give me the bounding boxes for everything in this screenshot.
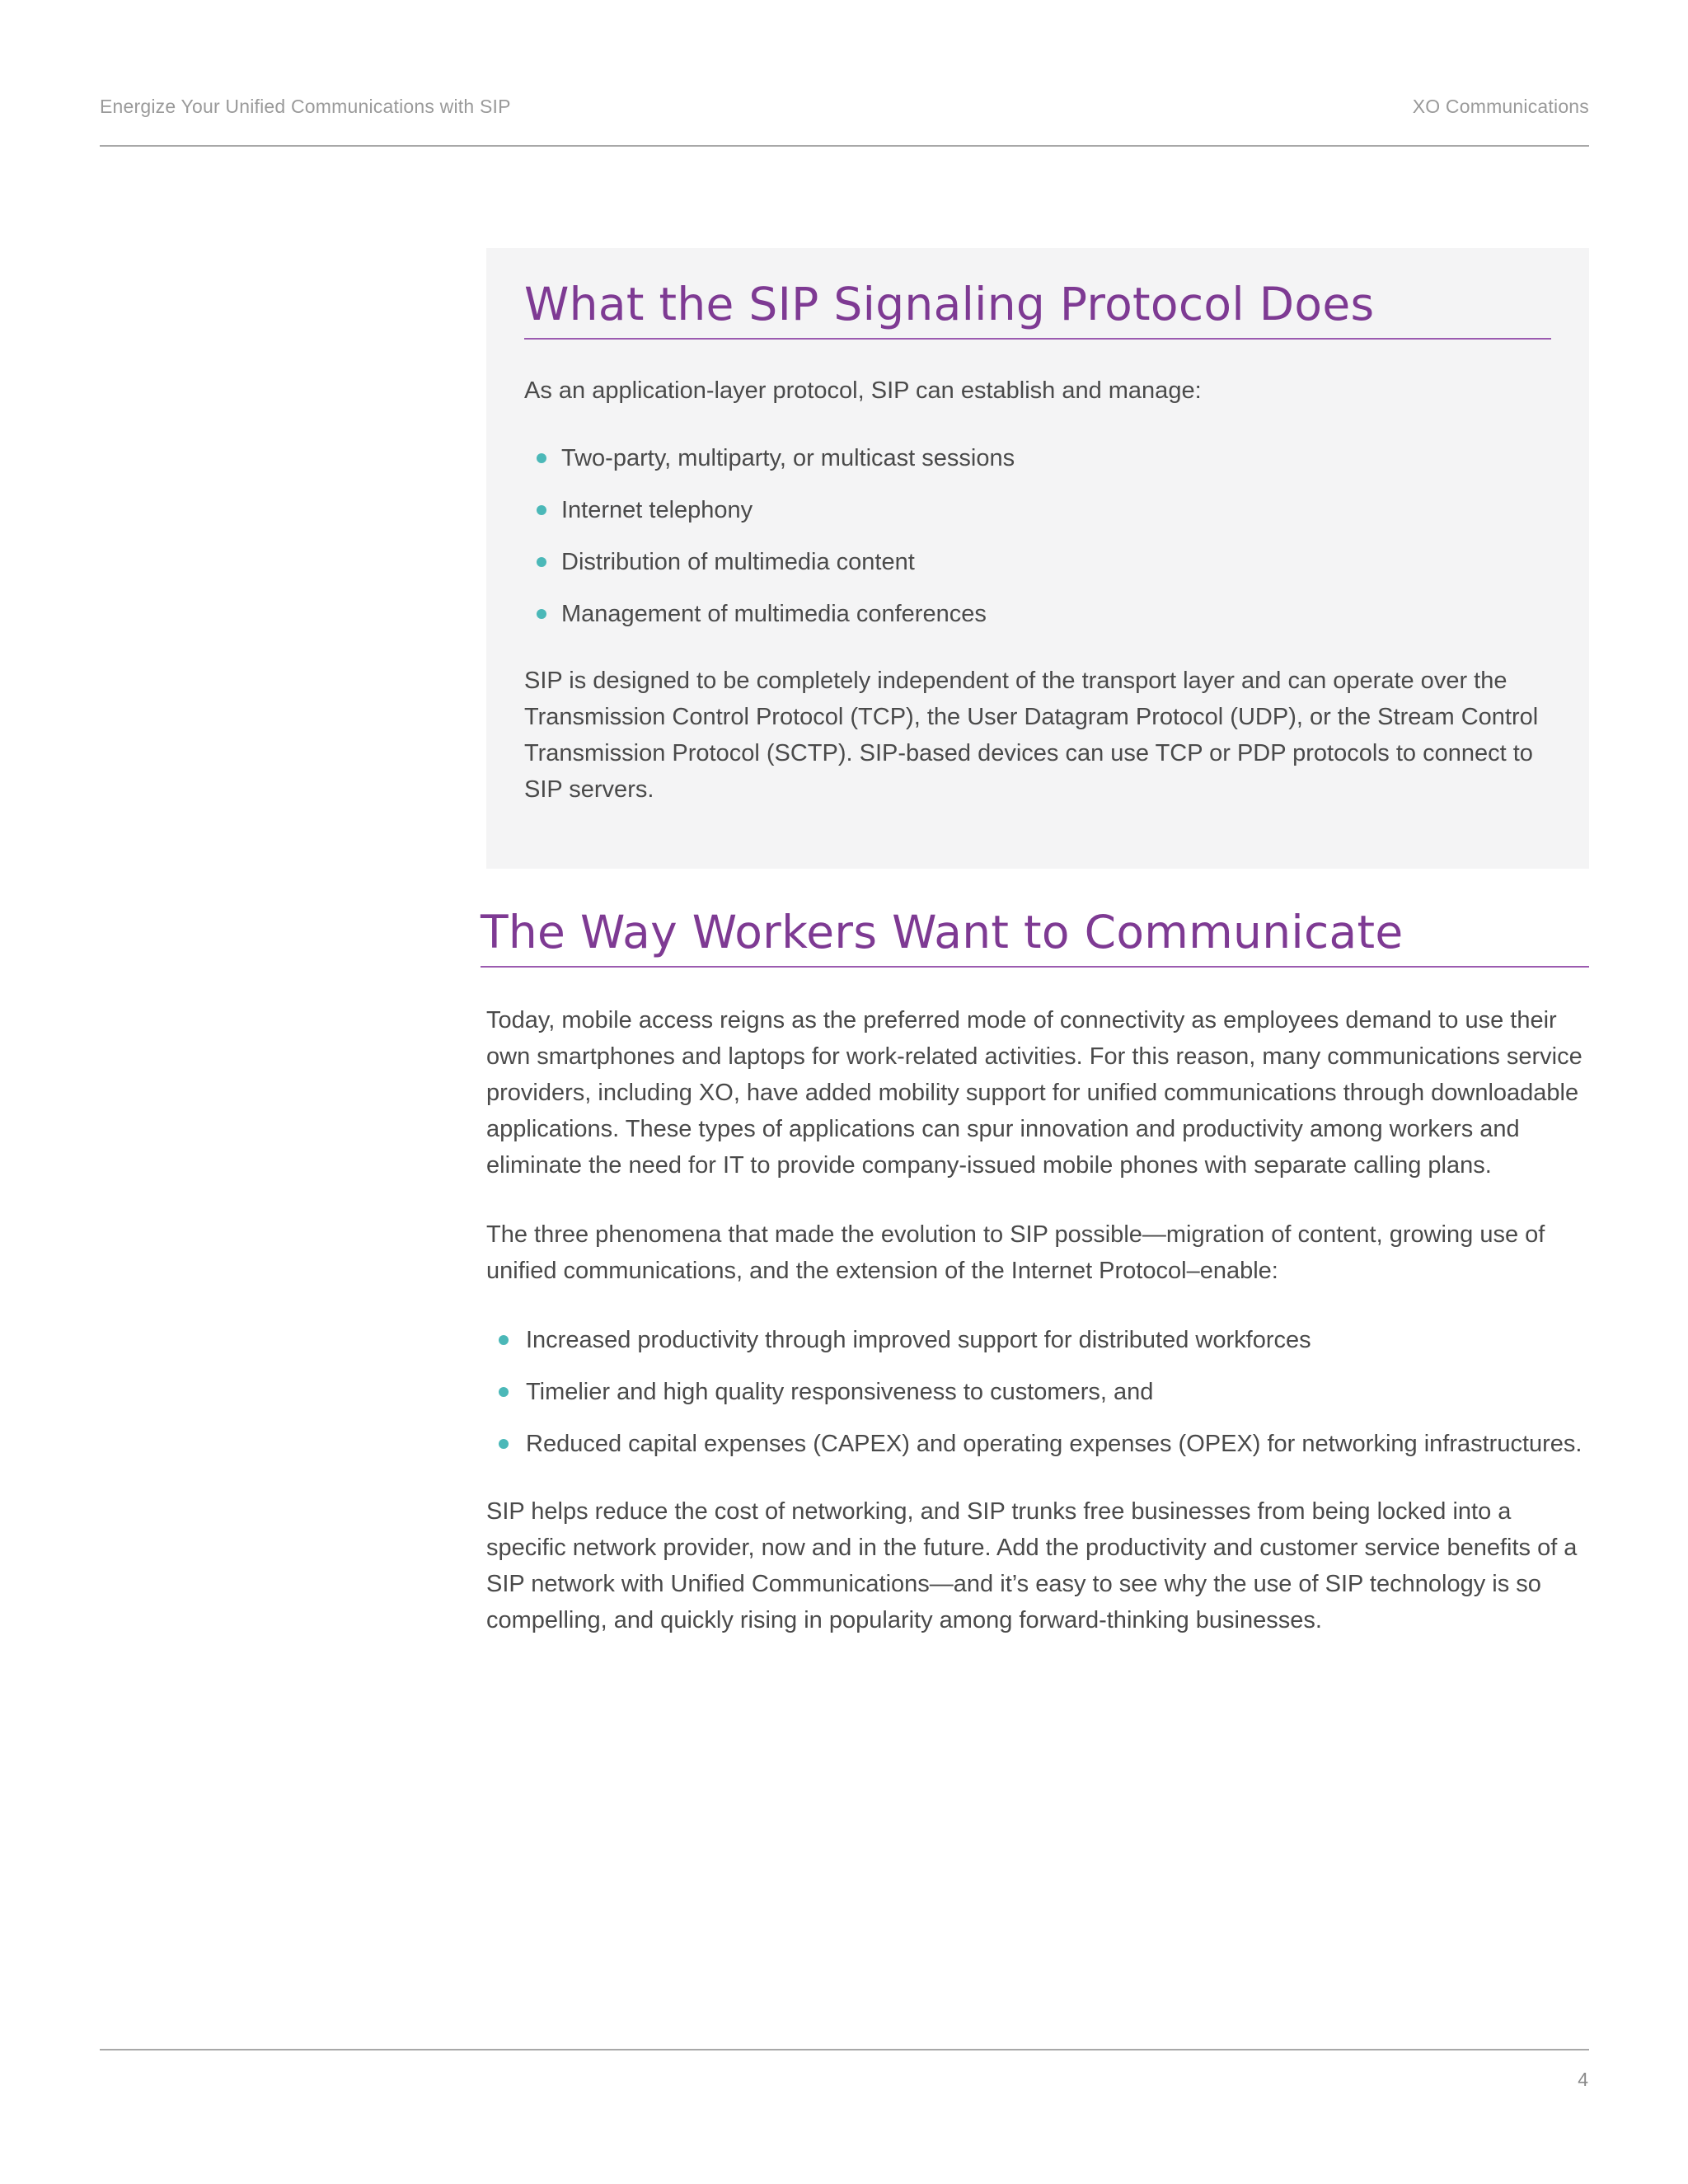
main-bullet-list (481, 1322, 1589, 1462)
list-item-text: Increased productivity through improved support for distributed workforces (526, 1327, 1311, 1353)
bullet-dot-icon (499, 1387, 509, 1397)
list-item (481, 1322, 1589, 1358)
sidebar-box-paragraph: SIP is designed to be completely independent of the transport layer and can operate over the Transmission Control Protocol (TCP), the User Datagram Protocol (UDP), or the Stream Control Transmission Protocol (SCTP). SIP-based devices can use TCP or PDP protocols to connect to SIP servers. (524, 668, 1539, 803)
list-item-text: Distribution of multimedia content (561, 549, 915, 575)
main-heading: The Way Workers Want to Communicate (481, 906, 1404, 958)
sidebar-box-heading-rule (524, 338, 1551, 340)
sidebar-box (486, 248, 1589, 869)
bullet-dot-icon (499, 1335, 509, 1345)
sidebar-box-intro: As an application-layer protocol, SIP can establish and manage: (524, 377, 1202, 404)
bullet-dot-icon (537, 505, 546, 515)
body-paragraph: The three phenomena that made the evolution to SIP possible—migration of content, growing use of unified communications, and the extension of the Internet Protocol–enable: (486, 1221, 1545, 1284)
list-item-text: Reduced capital expenses (CAPEX) and operating expenses (OPEX) for networking infrastructures. (526, 1431, 1582, 1457)
bullet-dot-icon (537, 453, 546, 463)
list-item (524, 440, 1551, 476)
list-item-text: Internet telephony (561, 497, 753, 523)
bullet-dot-icon (537, 609, 546, 619)
list-item-text: Management of multimedia conferences (561, 601, 987, 627)
body-paragraph: Today, mobile access reigns as the preferred mode of connectivity as employees demand to use their own smartphones and laptops for work-related activities. For this reason, many communications service providers, including XO, have added mobility support for unified communications through downloadable applications. These types of applications can spur innovation and productivity among workers and eliminate the need for IT to provide company-issued mobile phones with separate calling plans. (486, 1007, 1582, 1179)
header-divider (100, 145, 1589, 147)
list-item (481, 1374, 1589, 1410)
sidebar-box-heading: What the SIP Signaling Protocol Does (524, 278, 1375, 330)
list-item-text: Timelier and high quality responsiveness to customers, and (526, 1379, 1154, 1405)
main-section (481, 905, 1589, 1638)
page-number: 4 (1578, 2069, 1588, 2090)
list-item (524, 544, 1551, 580)
sidebar-box-bullet-list (524, 440, 1551, 632)
list-item (524, 596, 1551, 632)
footer-divider (100, 2049, 1589, 2050)
list-item (524, 492, 1551, 528)
bullet-dot-icon (537, 557, 546, 567)
list-item (481, 1426, 1589, 1462)
list-item-text: Two-party, multiparty, or multicast sessions (561, 445, 1015, 471)
main-heading-rule (481, 966, 1589, 968)
running-header-title: Energize Your Unified Communications with SIP (100, 96, 511, 117)
body-paragraph: SIP helps reduce the cost of networking, and SIP trunks free businesses from being locked into a specific network provider, now and in the future. Add the productivity and customer service benefits of a SIP network with Unified Communications—and it’s easy to see why the use of SIP technology is so compelling, and quickly rising in popularity among forward-thinking businesses. (486, 1498, 1578, 1633)
bullet-dot-icon (499, 1439, 509, 1449)
running-header-company: XO Communications (1412, 96, 1589, 117)
